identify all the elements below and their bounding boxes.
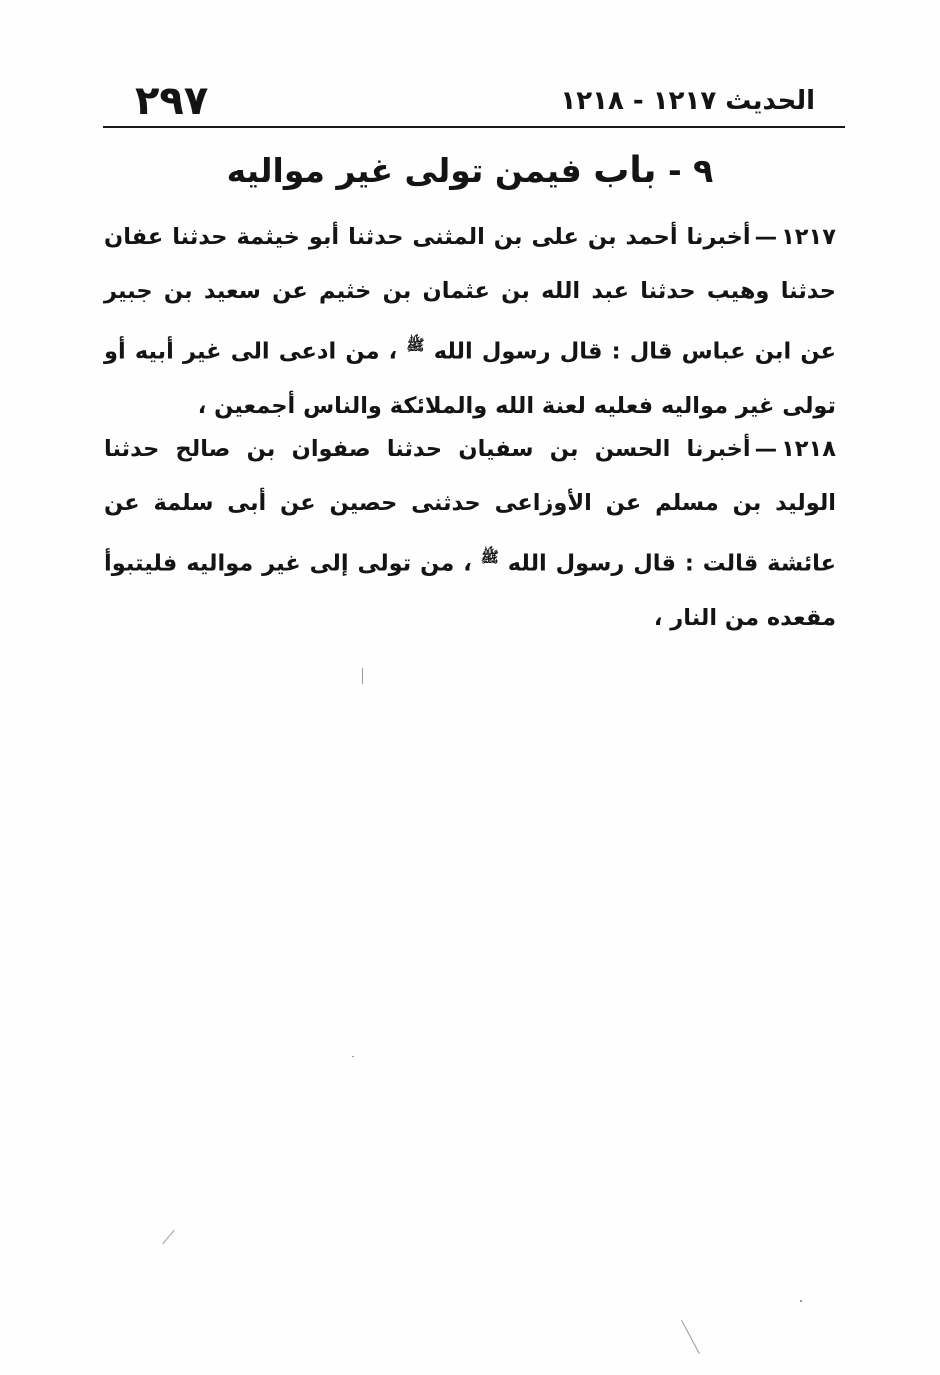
chapter-heading <box>100 150 840 191</box>
running-title: الحديث ١٢١٧ - ١٢١٨ <box>560 86 815 116</box>
hadith-1218 <box>104 422 836 645</box>
chapter-title: فيمن تولى غير مواليه <box>226 151 582 190</box>
scan-mark <box>800 1300 802 1302</box>
salla-ligature-icon: ﷺ <box>406 336 425 354</box>
page-header <box>103 72 845 128</box>
scan-mark <box>162 1230 174 1244</box>
hadith-isnad-text: أخبرنا الحسن بن سفيان حدثنا صفوان بن صالح حدثنا الوليد بن مسلم عن الأوزاعى حدثنى حصين عن أبى سلمة عن عائشة قالت : قال رسول الله <box>104 436 836 577</box>
scan-mark <box>352 1056 354 1057</box>
page-number: ٢٩٧ <box>135 78 209 124</box>
hadith-number: ١٢١٨ <box>781 436 836 462</box>
hadith-dash: — <box>754 436 778 462</box>
hadith-matn-text: ، من تولى إلى غير مواليه فليتبوأ مقعده من النار ، <box>104 550 836 631</box>
hadith-isnad-text: أخبرنا أحمد بن على بن المثنى حدثنا أبو خيثمة حدثنا عفان حدثنا وهيب حدثنا عبد الله بن عثمان بن خثيم عن سعيد بن جبير عن ابن عباس قال : قال رسول الله <box>104 224 836 365</box>
hadith-number: ١٢١٧ <box>781 224 836 250</box>
hadith-matn-text: ، من ادعى الى غير أبيه أو تولى غير مواليه فعليه لعنة الله والملائكة والناس أجمعين ، <box>104 338 836 419</box>
chapter-bab: باب <box>593 150 657 191</box>
salla-ligature-icon: ﷺ <box>480 548 499 566</box>
header-rule <box>103 126 845 128</box>
hadith-1217 <box>104 210 836 433</box>
scan-mark <box>681 1320 700 1354</box>
scan-mark <box>362 668 363 684</box>
hadith-dash: — <box>754 224 778 250</box>
chapter-number: ٩ - <box>667 151 714 190</box>
